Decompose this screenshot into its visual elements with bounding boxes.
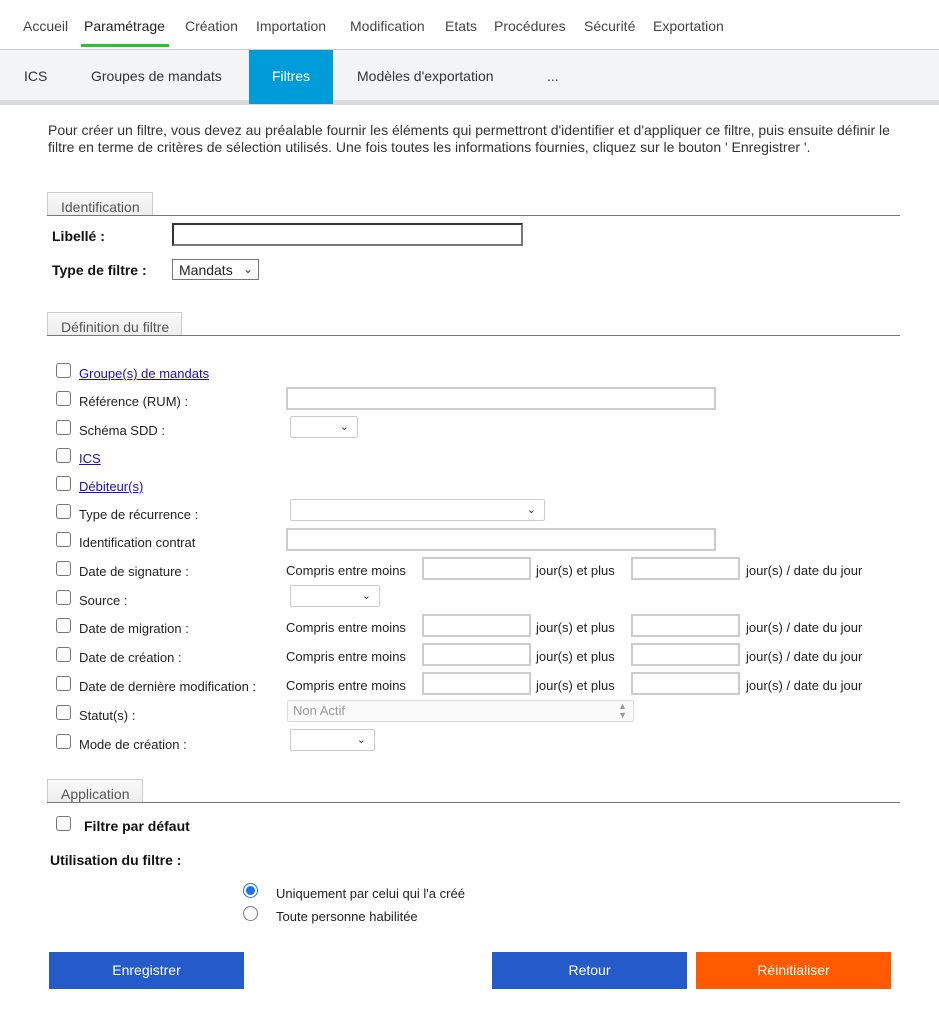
nav-creation[interactable]: Création <box>185 18 238 34</box>
range-suffix: jour(s) / date du jour <box>746 649 863 664</box>
source-label: Source : <box>79 593 128 608</box>
groupes-checkbox[interactable] <box>56 363 71 378</box>
schema-label: Schéma SDD : <box>79 423 165 438</box>
chevron-down-icon: ⌄ <box>526 504 536 516</box>
subnav-more[interactable]: ... <box>547 68 559 84</box>
range-mid: jour(s) et plus <box>536 649 615 664</box>
statut-value: Non Actif <box>293 703 346 718</box>
sub-nav <box>0 50 939 105</box>
contrat-checkbox[interactable] <box>56 532 71 547</box>
statut-label: Statut(s) : <box>79 708 136 723</box>
contrat-label: Identification contrat <box>79 535 196 550</box>
nav-parametrage[interactable]: Paramétrage <box>84 18 165 34</box>
save-button[interactable]: Enregistrer <box>49 952 244 989</box>
active-nav-indicator <box>81 44 169 47</box>
divider <box>47 215 900 216</box>
spinner-icon[interactable]: ▲ ▼ <box>618 701 627 720</box>
debiteurs-checkbox[interactable] <box>56 476 71 491</box>
creation-label: Date de création : <box>79 650 182 665</box>
identification-legend: Identification <box>47 192 153 216</box>
range-mid: jour(s) et plus <box>536 620 615 635</box>
chevron-down-icon: ⌄ <box>242 262 253 276</box>
nav-etats[interactable]: Etats <box>445 18 477 34</box>
intro-text: Pour créer un filtre, vous devez au préalable fournir les éléments qui permettront d'identifier et d'appliquer ce filtre, puis ensuite définir le filtre en terme de critères de sélection utilisés. Une fois toutes les informations fournies, cliquez sur le bouton ' Enregistrer '. <box>48 122 890 155</box>
divider <box>47 335 900 336</box>
subnav-ics[interactable]: ICS <box>24 68 48 84</box>
definition-legend: Définition du filtre <box>47 312 182 336</box>
range-prefix: Compris entre moins <box>286 678 406 693</box>
rum-checkbox[interactable] <box>56 391 71 406</box>
mode-select[interactable] <box>290 729 375 751</box>
signature-checkbox[interactable] <box>56 561 71 576</box>
schema-select[interactable] <box>290 416 358 438</box>
recurrence-label: Type de récurrence : <box>79 507 199 522</box>
range-suffix: jour(s) / date du jour <box>746 563 863 578</box>
top-nav <box>0 0 939 50</box>
migration-label: Date de migration : <box>79 621 189 636</box>
libelle-label: Libellé : <box>52 228 105 244</box>
nav-importation[interactable]: Importation <box>256 18 327 34</box>
radio-all-authorized[interactable] <box>243 906 258 921</box>
source-checkbox[interactable] <box>56 590 71 605</box>
creation-max-input[interactable] <box>631 643 740 666</box>
reset-button[interactable]: Réinitialiser <box>696 952 891 989</box>
debiteurs-link[interactable]: Débiteur(s) <box>79 479 144 494</box>
rum-input[interactable] <box>286 387 716 410</box>
radio-creator-only-label: Uniquement par celui qui l'a créé <box>276 886 465 901</box>
migration-min-input[interactable] <box>422 614 531 637</box>
radio-all-authorized-label: Toute personne habilitée <box>276 909 418 924</box>
rum-label: Référence (RUM) : <box>79 394 189 409</box>
nav-accueil[interactable]: Accueil <box>23 18 69 34</box>
application-legend: Application <box>47 779 143 803</box>
back-button[interactable]: Retour <box>492 952 687 989</box>
source-select[interactable] <box>290 585 380 607</box>
range-prefix: Compris entre moins <box>286 563 406 578</box>
range-prefix: Compris entre moins <box>286 649 406 664</box>
range-suffix: jour(s) / date du jour <box>746 620 863 635</box>
nav-exportation[interactable]: Exportation <box>653 18 724 34</box>
nav-modification[interactable]: Modification <box>350 18 425 34</box>
radio-creator-only[interactable] <box>243 883 258 898</box>
modification-checkbox[interactable] <box>56 676 71 691</box>
chevron-down-icon: ⌄ <box>361 590 371 602</box>
usage-label: Utilisation du filtre : <box>50 852 182 868</box>
groupes-link[interactable]: Groupe(s) de mandats <box>79 366 210 381</box>
type-filtre-value: Mandats <box>179 262 233 278</box>
libelle-input[interactable] <box>172 223 523 246</box>
migration-checkbox[interactable] <box>56 618 71 633</box>
creation-checkbox[interactable] <box>56 647 71 662</box>
creation-min-input[interactable] <box>422 643 531 666</box>
contrat-input[interactable] <box>286 528 716 551</box>
type-filtre-label: Type de filtre : <box>52 262 147 278</box>
modification-label: Date de dernière modification : <box>79 679 257 694</box>
default-filter-checkbox[interactable] <box>56 816 71 831</box>
signature-min-input[interactable] <box>422 557 531 580</box>
chevron-down-icon: ⌄ <box>356 734 366 746</box>
range-prefix: Compris entre moins <box>286 620 406 635</box>
mode-label: Mode de création : <box>79 737 187 752</box>
range-mid: jour(s) et plus <box>536 563 615 578</box>
range-suffix: jour(s) / date du jour <box>746 678 863 693</box>
nav-procedures[interactable]: Procédures <box>494 18 566 34</box>
schema-checkbox[interactable] <box>56 420 71 435</box>
range-mid: jour(s) et plus <box>536 678 615 693</box>
divider <box>47 802 900 803</box>
ics-link[interactable]: ICS <box>79 451 101 466</box>
type-filtre-select[interactable] <box>172 259 259 280</box>
migration-max-input[interactable] <box>631 614 740 637</box>
modification-max-input[interactable] <box>631 672 740 695</box>
signature-max-input[interactable] <box>631 557 740 580</box>
subnav-filtres[interactable]: Filtres <box>249 50 333 104</box>
modification-min-input[interactable] <box>422 672 531 695</box>
mode-checkbox[interactable] <box>56 734 71 749</box>
recurrence-checkbox[interactable] <box>56 504 71 519</box>
subnav-modeles[interactable]: Modèles d'exportation <box>357 68 494 84</box>
statut-listbox[interactable] <box>287 700 634 722</box>
chevron-down-icon: ⌄ <box>339 421 349 433</box>
recurrence-select[interactable] <box>290 499 545 521</box>
nav-securite[interactable]: Sécurité <box>584 18 636 34</box>
ics-checkbox[interactable] <box>56 448 71 463</box>
subnav-groupes[interactable]: Groupes de mandats <box>91 68 222 84</box>
signature-label: Date de signature : <box>79 564 189 579</box>
default-filter-label: Filtre par défaut <box>84 818 190 834</box>
statut-checkbox[interactable] <box>56 705 71 720</box>
